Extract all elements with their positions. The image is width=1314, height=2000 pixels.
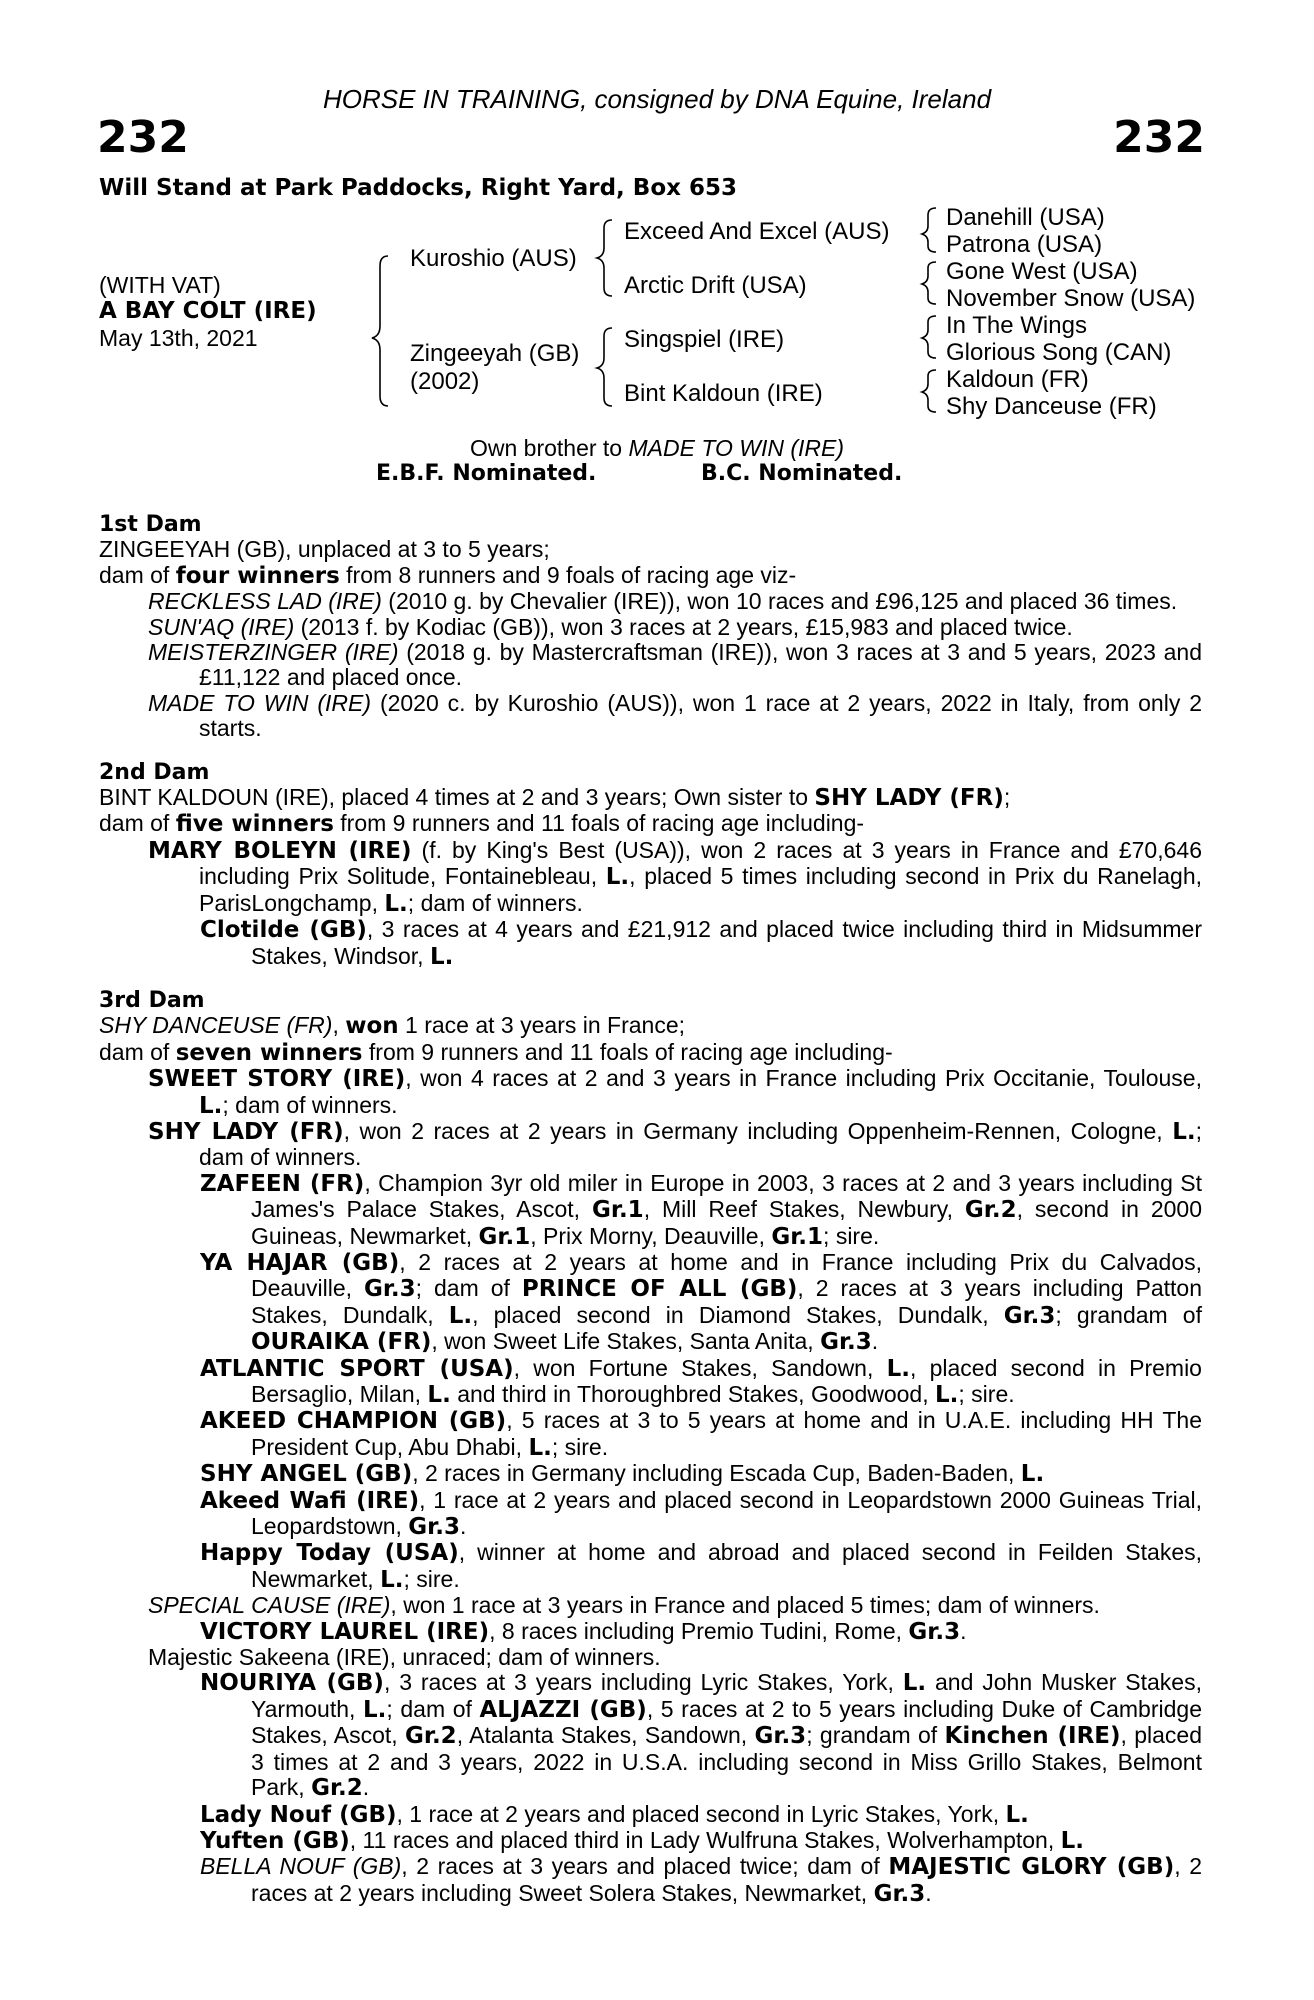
second-dam-heading: 2nd Dam	[99, 759, 210, 785]
third-dam-grandproduce: AKEED CHAMPION (GB), 5 races at 3 to 5 years at home and in U.A.E. including HH The President Cup, Abu Dhabi, L.; sire.	[200, 1407, 1202, 1461]
dam-dam: Bint Kaldoun (IRE)	[624, 380, 823, 407]
third-dam-produce: SWEET STORY (IRE), won 4 races at 2 and 3 years in France including Prix Occitanie, Toulouse, L.; dam of winners.	[148, 1065, 1202, 1119]
second-dam-intro: BINT KALDOUN (IRE), placed 4 times at 2 and 3 years; Own sister to SHY LADY (FR);	[99, 784, 1011, 812]
dam-family-section	[99, 512, 1202, 1907]
second-dam-grandproduce: Clotilde (GB), 3 races at 4 years and £21,912 and placed twice including third in Midsummer Stakes, Windsor, L.	[200, 916, 1202, 970]
ped-ssd: Patrona (USA)	[946, 231, 1103, 258]
horse-name: A BAY COLT (IRE)	[99, 298, 317, 324]
first-dam-heading: 1st Dam	[99, 512, 202, 537]
second-dam-produce: MARY BOLEYN (IRE) (f. by King's Best (USA)), won 2 races at 3 years in France and £70,646 including Prix Solitude, Fontainebleau, L., placed 5 times including second in Prix du Ranelagh, ParisLongchamp, L.; dam of winners.	[148, 836, 1203, 917]
lot-number-right: 232	[1113, 112, 1205, 163]
third-dam-grandproduce: Akeed Wafi (IRE), 1 race at 2 years and placed second in Leopardstown 2000 Guineas Trial, Leopardstown, Gr.3.	[200, 1486, 1202, 1541]
ped-ddd: Shy Danceuse (FR)	[946, 393, 1157, 420]
dam-name: Zingeeyah (GB)	[410, 340, 580, 367]
sire-dam: Arctic Drift (USA)	[624, 272, 807, 299]
third-dam-grandproduce: Happy Today (USA), winner at home and abroad and placed second in Feilden Stakes, Newmarket, L.; sire.	[200, 1539, 1202, 1593]
ped-dds: Kaldoun (FR)	[946, 366, 1089, 393]
first-dam-summary: dam of four winners from 8 runners and 9 foals of racing age viz-	[99, 561, 797, 589]
third-dam-grandproduce: Yuften (GB), 11 races and placed third in Lady Wulfruna Stakes, Wolverhampton, L.	[200, 1826, 1085, 1854]
first-dam-produce: MEISTERZINGER (IRE) (2018 g. by Mastercraftsman (IRE)), won 3 races at 3 and 5 years, 2023 and £11,122 and placed once.	[148, 639, 1202, 691]
first-dam-produce: MADE TO WIN (IRE) (2020 c. by Kuroshio (AUS)), won 1 race at 2 years, 2022 in Italy, from only 2 starts.	[148, 689, 1203, 742]
third-dam-grandproduce: Lady Nouf (GB), 1 race at 2 years and placed second in Lyric Stakes, York, L.	[200, 1800, 1029, 1828]
dam-sire: Singspiel (IRE)	[624, 326, 785, 353]
third-dam-grandproduce: SHY ANGEL (GB), 2 races in Germany including Escada Cup, Baden-Baden, L.	[200, 1460, 1045, 1488]
stand-location: Will Stand at Park Paddocks, Right Yard, Box 653	[99, 175, 737, 201]
third-dam-grandproduce: VICTORY LAUREL (IRE), 8 races including Premio Tudini, Rome, Gr.3.	[200, 1617, 967, 1645]
bc-nominated: B.C. Nominated.	[701, 461, 903, 486]
third-dam-grandproduce: ATLANTIC SPORT (USA), won Fortune Stakes, Sandown, L., placed second in Premio Bersaglio, Milan, L. and third in Thoroughbred Stakes, Goodwood, L.; sire.	[200, 1354, 1202, 1408]
ped-sss: Danehill (USA)	[946, 204, 1105, 231]
third-dam-grandproduce: BELLA NOUF (GB), 2 races at 3 years and placed twice; dam of MAJESTIC GLORY (GB), 2 races at 2 years including Sweet Solera Stakes, Newmarket, Gr.3.	[200, 1853, 1202, 1907]
first-dam-intro: ZINGEEYAH (GB), unplaced at 3 to 5 years;	[99, 536, 550, 563]
ped-sds: Gone West (USA)	[946, 258, 1138, 285]
ped-sdd: November Snow (USA)	[946, 285, 1196, 312]
third-dam-produce: SHY LADY (FR), won 2 races at 2 years in Germany including Oppenheim-Rennen, Cologne, L.; dam of winners.	[148, 1117, 1202, 1171]
second-dam-summary: dam of five winners from 9 runners and 11 foals of racing age including-	[99, 810, 865, 838]
vat-note: (WITH VAT)	[99, 272, 221, 298]
third-dam-grandproduce: YA HAJAR (GB), 2 races at 2 years at home and in France including Prix du Calvados, Deauville, Gr.3; dam of PRINCE OF ALL (GB), 2 races at 3 years including Patton Stakes, Dundalk, L., placed second in Diamond Stakes, Dundalk, Gr.3; grandam of OURAIKA (FR), won Sweet Life Stakes, Santa Anita, Gr.3.	[200, 1248, 1203, 1356]
dam-year: (2002)	[410, 368, 480, 395]
first-dam-produce: SUN'AQ (IRE) (2013 f. by Kodiac (GB)), won 3 races at 2 years, £15,983 and placed twice.	[148, 613, 1073, 640]
third-dam-heading: 3rd Dam	[99, 987, 205, 1013]
first-dam-produce: RECKLESS LAD (IRE) (2010 g. by Chevalier (IRE)), won 10 races and £96,125 and placed 36 times.	[148, 588, 1178, 615]
foaling-date: May 13th, 2021	[99, 325, 258, 351]
lot-number-left: 232	[97, 112, 189, 163]
sire-sire: Exceed And Excel (AUS)	[624, 218, 890, 245]
third-dam-produce: SPECIAL CAUSE (IRE), won 1 race at 3 years in France and placed 5 times; dam of winners.	[148, 1592, 1100, 1619]
catalogue-header: HORSE IN TRAINING, consigned by DNA Equine, Ireland	[322, 84, 992, 114]
ped-dsd: Glorious Song (CAN)	[946, 339, 1172, 366]
sire-name: Kuroshio (AUS)	[410, 245, 577, 272]
third-dam-intro: SHY DANCEUSE (FR), won 1 race at 3 years in France;	[99, 1012, 686, 1040]
third-dam-produce: Majestic Sakeena (IRE), unraced; dam of winners.	[148, 1644, 661, 1671]
third-dam-grandproduce: NOURIYA (GB), 3 races at 3 years including Lyric Stakes, York, L. and John Musker Stakes, Yarmouth, L.; dam of ALJAZZI (GB), 5 races at 2 to 5 years including Duke of Cambridge Stakes, Ascot, Gr.2, Atalanta Stakes, Sandown, Gr.3; grandam of Kinchen (IRE), placed 3 times at 2 and 3 years, 2022 in U.S.A. including second in Miss Grillo Stakes, Belmont Park, Gr.2.	[200, 1669, 1203, 1802]
third-dam-grandproduce: ZAFEEN (FR), Champion 3yr old miler in Europe in 2003, 3 races at 2 and 3 years including St James's Palace Stakes, Ascot, Gr.1, Mill Reef Stakes, Newbury, Gr.2, second in 2000 Guineas, Newmarket, Gr.1, Prix Morny, Deauville, Gr.1; sire.	[200, 1169, 1202, 1250]
own-brother-note: Own brother to MADE TO WIN (IRE)	[469, 435, 845, 461]
ped-dss: In The Wings	[946, 312, 1087, 339]
third-dam-summary: dam of seven winners from 9 runners and 11 foals of racing age including-	[99, 1038, 893, 1066]
ebf-nominated: E.B.F. Nominated.	[376, 461, 597, 486]
